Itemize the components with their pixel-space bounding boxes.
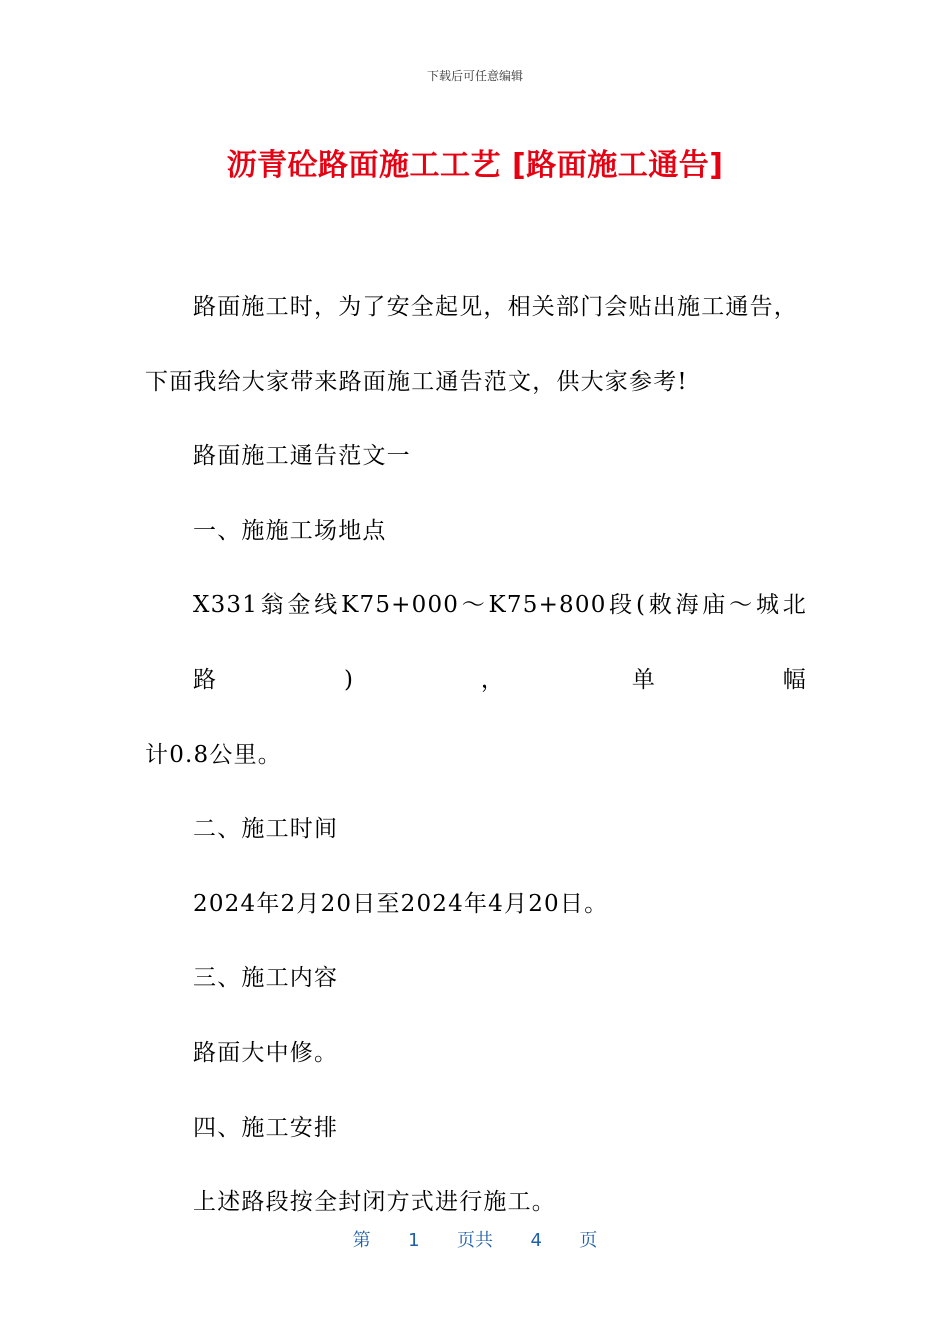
paragraph-location-line1: X331翁金线K75+000～K75+800段(敕海庙～城北路)，单幅 <box>193 592 807 693</box>
paragraph-intro-line2: 下面我给大家带来路面施工通告范文，供大家参考! <box>145 368 688 395</box>
paragraph-location-line2: 计0.8公里。 <box>145 741 282 768</box>
footer-page-mid: 页共 <box>457 1230 493 1251</box>
footer-page-prefix: 第 <box>352 1230 371 1251</box>
section-heading-sample-one: 路面施工通告范文一 <box>193 443 411 470</box>
section-heading-content: 三、施工内容 <box>193 965 339 992</box>
section-heading-arrangement: 四、施工安排 <box>193 1114 339 1141</box>
paragraph-intro-line1: 路面施工时，为了安全起见，相关部门会贴出施工通告， <box>193 294 798 320</box>
paragraph-arrangement: 上述路段按全封闭方式进行施工。 <box>193 1189 556 1216</box>
document-body <box>145 270 807 1240</box>
footer-total-pages: 4 <box>530 1230 542 1251</box>
footer-page-suffix: 页 <box>579 1230 598 1251</box>
page-footer <box>0 1226 950 1252</box>
header-note: 下载后可任意编辑 <box>426 69 523 83</box>
section-heading-location: 一、施施工场地点 <box>193 517 387 544</box>
footer-current-page: 1 <box>408 1230 420 1251</box>
section-heading-time: 二、施工时间 <box>193 816 339 843</box>
paragraph-time: 2024年2月20日至2024年4月20日。 <box>193 890 609 917</box>
paragraph-content: 路面大中修。 <box>193 1039 339 1066</box>
document-title: 沥青砼路面施工工艺 [路面施工通告] <box>226 148 724 183</box>
